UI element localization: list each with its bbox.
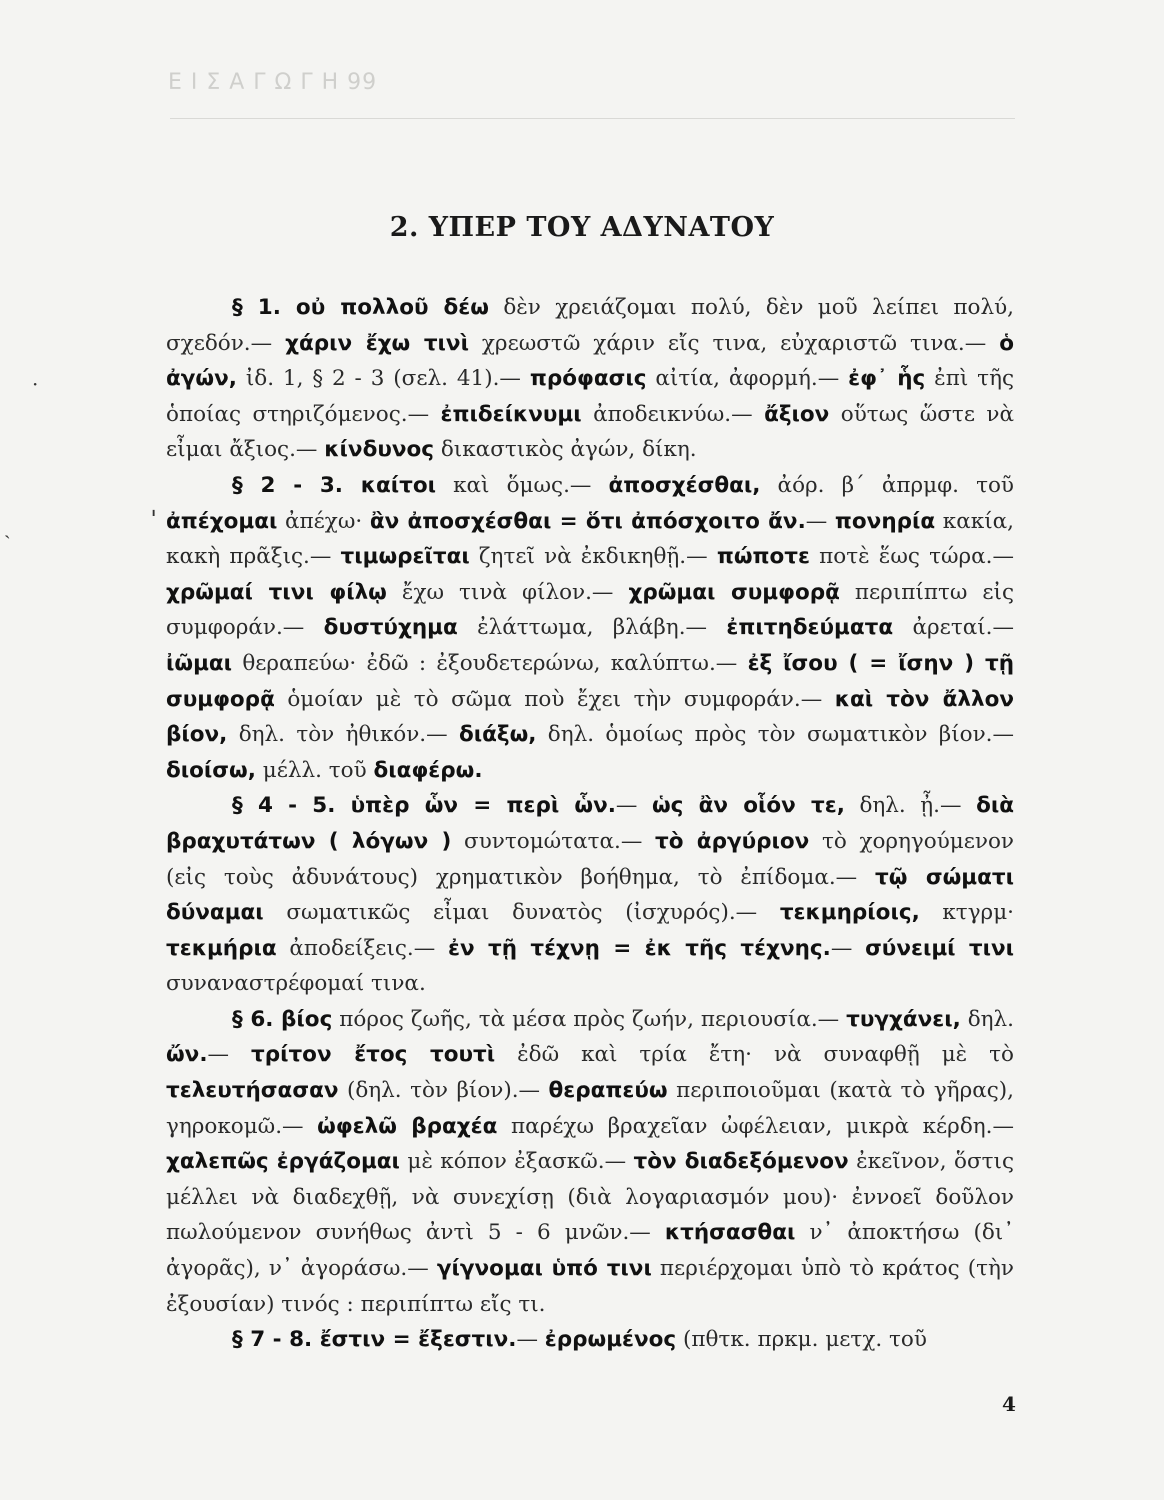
glossary-definition: δηλ. τὸν ἠθικόν.— <box>227 722 459 748</box>
page-number: 4 <box>1002 1392 1016 1416</box>
glossary-term: διαφέρω. <box>373 757 483 783</box>
glossary-term: § 6. <box>232 1006 282 1032</box>
glossary-term: χρῶμαί τινι φίλῳ <box>166 579 387 605</box>
glossary-definition: — <box>805 508 835 534</box>
glossary-term: καὶ τὸν ἄλλον βίον, <box>166 686 1014 748</box>
glossary-definition: περιέρχομαι ὑπὸ τὸ κράτος (τὴν ἐξουσίαν) τινός : περιπίπτω εἴς τι. <box>166 1256 1014 1317</box>
glossary-body <box>166 290 1014 1358</box>
glossary-definition: περιπίπτω εἰς συμφοράν.— <box>166 579 1015 641</box>
glossary-term: δυστύχημα <box>323 615 458 641</box>
glossary-term: ὡς ἂν οἷόν τε, <box>651 793 845 819</box>
glossary-term: ὤν. <box>166 1042 208 1068</box>
glossary-term: § 4 - 5. <box>232 793 351 819</box>
glossary-term: πρόφασις <box>529 366 647 392</box>
glossary-definition: οὕτως ὥστε νὰ εἶμαι ἄξιος.— <box>166 401 1014 463</box>
glossary-term: τιμωρεῖται <box>340 544 470 570</box>
glossary-definition: ἀόρ. β΄ ἀπρμφ. τοῦ <box>760 472 1014 498</box>
glossary-definition: ποτὲ ἕως τώρα.— <box>809 544 1014 570</box>
glossary-term: χάριν ἔχω τινὶ <box>285 330 469 356</box>
glossary-definition: ἀρεταί.— <box>893 615 1014 641</box>
glossary-definition: περιποιοῦμαι (κατὰ τὸ γῆρας), γηροκομῶ.— <box>166 1078 1014 1139</box>
glossary-term: ἀπέχομαι <box>166 508 278 534</box>
glossary-term: τυγχάνει, <box>846 1006 961 1032</box>
glossary-term: ὑπὲρ ὧν = περὶ ὧν. <box>350 793 616 819</box>
glossary-definition: δὲν χρειάζομαι πολύ, δὲν μοῦ λείπει πολύ, σχεδόν.— <box>166 295 1014 356</box>
glossary-definition: δηλ. ᾖ.— <box>844 793 977 819</box>
glossary-term: ἀποσχέσθαι, <box>608 472 761 498</box>
glossary-term: κτήσασθαι <box>664 1220 796 1246</box>
glossary-definition: ἀποδείξεις.— <box>276 935 448 961</box>
glossary-definition: μέλλ. τοῦ <box>255 757 374 783</box>
glossary-paragraph <box>166 1322 1014 1358</box>
glossary-term: γίγνομαι ὑπό τινι <box>436 1256 652 1282</box>
glossary-definition: ν᾽ ἀποκτήσω (δι᾽ ἀγορᾶς), ν᾽ ἀγοράσω.— <box>166 1220 1014 1282</box>
glossary-definition: ἐδῶ καὶ τρία ἔτη· νὰ συναφθῇ μὲ τὸ <box>495 1042 1014 1068</box>
glossary-definition: συντομώτατα.— <box>451 828 656 854</box>
glossary-term: βίος <box>281 1006 333 1032</box>
glossary-term: χαλεπῶς ἐργάζομαι <box>166 1149 400 1175</box>
glossary-definition: — <box>830 935 866 961</box>
glossary-term: ἐπιδείκνυμι <box>440 401 582 427</box>
glossary-definition: ἐπὶ τῆς ὁποίας στηριζόμενος.— <box>166 366 1014 427</box>
margin-mark: ˌ <box>150 490 158 520</box>
glossary-definition: χρεωστῶ χάριν εἴς τινα, εὐχαριστῶ τινα.— <box>468 330 1000 356</box>
glossary-term: διὰ βραχυτάτων ( λόγων ) <box>166 793 1014 854</box>
glossary-definition: πόρος ζωῆς, τὰ μέσα πρὸς ζωήν, περιουσία.— <box>332 1006 847 1032</box>
glossary-term: ἂν ἀποσχέσθαι = ὅτι ἀπόσχοιτο ἄν. <box>369 508 806 534</box>
glossary-term: ὠφελῶ βραχέα <box>317 1113 498 1139</box>
glossary-term: ἔστιν = ἔξεστιν. <box>319 1327 517 1353</box>
glossary-term: διοίσω, <box>166 757 256 783</box>
glossary-definition: — <box>516 1327 545 1353</box>
bleed-through-header: Ε Ι Σ Α Γ Ω Γ Η 99 <box>168 70 378 95</box>
glossary-term: ἐν τῇ τέχνῃ = ἐκ τῆς τέχνης. <box>447 935 831 961</box>
glossary-term: πώποτε <box>716 544 810 570</box>
glossary-definition: — <box>615 793 652 819</box>
glossary-definition: ἀποδεικνύω.— <box>581 401 765 427</box>
glossary-term: πονηρία <box>834 508 936 534</box>
glossary-term: καίτοι <box>360 472 437 498</box>
margin-tick: ˎ <box>4 515 11 539</box>
glossary-definition: παρέχω βραχεῖαν ὠφέλειαν, μικρὰ κέρδη.— <box>497 1113 1014 1139</box>
glossary-definition: αἰτία, ἀφορμή.— <box>646 366 849 392</box>
glossary-term: τεκμήρια <box>166 935 277 961</box>
glossary-term: τὸ ἀργύριον <box>655 828 810 854</box>
section-title: 2. ΥΠΕΡ ΤΟΥ ΑΔΥΝΑΤΟΥ <box>389 212 775 243</box>
bleed-through-rule <box>170 118 1015 119</box>
glossary-definition: δηλ. ὁμοίως πρὸς τὸν σωματικὸν βίον.— <box>536 722 1014 748</box>
glossary-definition: συναναστρέφομαί τινα. <box>166 971 426 997</box>
glossary-definition: ἔχω τινὰ φίλον.— <box>386 579 629 605</box>
margin-dot: · <box>32 372 39 396</box>
glossary-term: διάξω, <box>458 722 537 748</box>
glossary-term: τρίτον ἔτος τουτὶ <box>250 1042 496 1068</box>
glossary-paragraph <box>166 788 1014 1002</box>
glossary-definition: δικαστικὸς ἀγών, δίκη. <box>434 437 697 463</box>
glossary-definition: ὁμοίαν μὲ τὸ σῶμα ποὺ ἔχει τὴν συμφοράν.— <box>274 686 835 712</box>
glossary-definition: ἰδ. 1, § 2 - 3 (σελ. 41).— <box>236 366 530 392</box>
glossary-term: § 7 - 8. <box>232 1327 320 1353</box>
glossary-definition: κτγρμ· <box>919 900 1014 926</box>
glossary-term: κίνδυνος <box>324 437 435 463</box>
glossary-term: τελευτήσασαν <box>166 1078 339 1104</box>
glossary-definition: θεραπεύω· ἐδῶ : ἐξουδετερώνω, καλύπτω.— <box>232 650 748 676</box>
glossary-term: § 2 - 3. <box>232 472 361 498</box>
glossary-definition: μὲ κόπον ἐξασκῶ.— <box>399 1149 634 1175</box>
glossary-definition: κακία, κακὴ πρᾶξις.— <box>166 508 1014 570</box>
glossary-term: ἄξιον <box>764 401 830 427</box>
glossary-term: ἐφ᾽ ἧς <box>848 366 926 392</box>
glossary-term: τεκμηρίοις, <box>779 900 920 926</box>
glossary-term: οὐ πολλοῦ δέω <box>295 295 489 320</box>
glossary-term: ἐπιτηδεύματα <box>726 615 894 641</box>
glossary-definition: δηλ. <box>960 1006 1014 1032</box>
glossary-definition: σωματικῶς εἶμαι δυνατὸς (ἰσχυρός).— <box>263 900 780 926</box>
glossary-definition: ἀπέχω· <box>277 508 370 534</box>
glossary-term: ὁ ἀγών, <box>166 330 1014 392</box>
glossary-definition: ἐλάττωμα, βλάβη.— <box>457 615 727 641</box>
glossary-definition: ἐκεῖνον, ὅστις μέλλει νὰ διαδεχθῇ, νὰ συνεχίσῃ (διὰ λογαριασμόν μου)· ἐννοεῖ δοῦλον πωλούμενον συνήθως ἀντὶ 5 - 6 μνῶν.— <box>166 1149 1014 1246</box>
glossary-definition: — <box>207 1042 251 1068</box>
glossary-term: ἐρρωμένος <box>544 1327 677 1353</box>
glossary-definition: (δηλ. τὸν βίον).— <box>338 1078 549 1104</box>
glossary-paragraph <box>166 1002 1014 1322</box>
glossary-term: τῷ σώματι δύναμαι <box>166 864 1014 926</box>
glossary-term: σύνειμί τινι <box>865 935 1015 961</box>
glossary-term: ἐξ ἴσου ( = ἴσην ) τῇ συμφορᾷ <box>166 650 1014 712</box>
glossary-term: τὸν διαδεξόμενον <box>633 1149 849 1175</box>
glossary-paragraph <box>166 290 1014 468</box>
glossary-term: χρῶμαι συμφορᾷ <box>628 579 840 605</box>
glossary-term: § 1. <box>232 295 296 320</box>
glossary-definition: τὸ χορηγούμενον (εἰς τοὺς ἀδυνάτους) χρηματικὸν βοήθημα, τὸ ἐπίδομα.— <box>166 828 1014 890</box>
glossary-term: θεραπεύω <box>548 1078 668 1104</box>
glossary-definition: ζητεῖ νὰ ἐκδικηθῇ.— <box>469 544 717 570</box>
glossary-term: ἰῶμαι <box>166 650 233 676</box>
glossary-definition: καὶ ὅμως.— <box>436 472 609 498</box>
glossary-paragraph <box>166 468 1014 788</box>
glossary-definition: (πθτκ. πρκμ. μετχ. τοῦ <box>676 1327 927 1353</box>
